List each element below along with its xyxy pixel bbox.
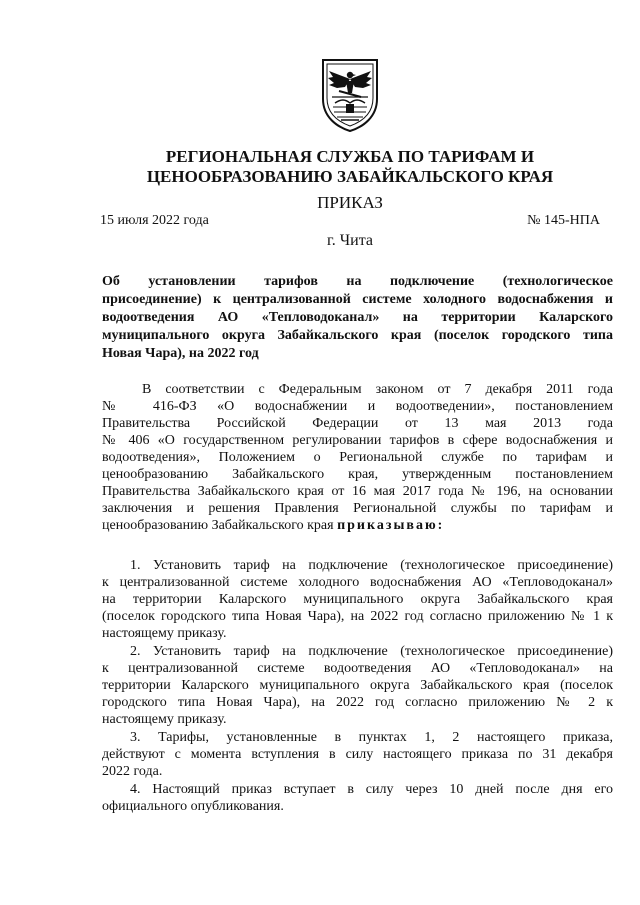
preamble-line: водоотведения», Положением о Региональной службе по тарифам и [102, 450, 613, 465]
item-line: (поселок городского типа Новая Чара), на 2022 год согласно приложению № 1 к [102, 609, 613, 624]
item-line: 2. Установить тариф на подключение (технологическое присоединение) [130, 644, 613, 659]
preamble-line: В соответствии с Федеральным законом от 7 декабря 2011 года [142, 382, 613, 397]
document-number: № 145-НПА [527, 213, 600, 228]
preamble-line: заключения и решения Правления Региональной службы по тарифам и [102, 501, 613, 516]
order-item-3 [102, 729, 613, 780]
item-line: на территории Каларского муниципального округа Забайкальского края [102, 592, 613, 607]
item-line: действуют с момента вступления в силу настоящего приказа по 31 декабря [102, 747, 613, 762]
document-city: г. Чита [326, 232, 373, 249]
agency-name-line-1: РЕГИОНАЛЬНАЯ СЛУЖБА ПО ТАРИФАМ И [165, 147, 535, 166]
item-line: к централизованной системе водоотведения АО «Тепловодоканал» на [102, 661, 613, 676]
agency-name-line-2: ЦЕНООБРАЗОВАНИЮ ЗАБАЙКАЛЬСКОГО КРАЯ [146, 167, 554, 186]
item-line: к централизованной системе холодного водоснабжения АО «Тепловодоканал» [102, 575, 613, 590]
subject-line: Об установлении тарифов на подключение (технологическое [102, 274, 613, 289]
order-word: приказываю: [337, 518, 445, 533]
item-line: 3. Тарифы, установленные в пунктах 1, 2 настоящего приказа, [130, 730, 613, 745]
item-line: 1. Установить тариф на подключение (технологическое присоединение) [130, 558, 613, 573]
item-line: настоящему приказу. [102, 626, 227, 641]
subject-line: присоединение) к централизованной системе холодного водоснабжения и [102, 292, 613, 307]
preamble-last-text: ценообразованию Забайкальского края [102, 518, 334, 533]
preamble-line: № 416-ФЗ «О водоснабжении и водоотведении», постановлением [102, 399, 613, 414]
order-item-4 [102, 781, 613, 815]
preamble-line: ценообразованию Забайкальского края, утвержденным постановлением [102, 467, 613, 482]
coat-of-arms-emblem [319, 57, 381, 133]
preamble-line: № 406 «О государственном регулировании тарифов в сфере водоснабжения и [102, 433, 613, 448]
document-subject [102, 273, 613, 363]
subject-line: Новая Чара), на 2022 год [102, 346, 259, 361]
item-line: настоящему приказу. [102, 712, 227, 727]
item-line: 2022 года. [102, 764, 163, 779]
preamble-paragraph [102, 381, 613, 534]
item-line: территории Каларского муниципального округа Забайкальского края (поселок [102, 678, 613, 693]
item-line: 4. Настоящий приказ вступает в силу через 10 дней после дня его [130, 782, 613, 797]
subject-line: муниципального округа Забайкальского края (поселок городского типа [102, 328, 613, 343]
preamble-last-line [102, 517, 613, 534]
order-item-2 [102, 643, 613, 728]
order-item-1 [102, 557, 613, 642]
item-line: городского типа Новая Чара), на 2022 год согласно приложению № 2 к [102, 695, 613, 710]
preamble-line: Правительства Забайкальского края от 16 мая 2017 года № 196, на основании [102, 484, 613, 499]
preamble-line: Правительства Российской Федерации от 13 мая 2013 года [102, 416, 613, 431]
subject-line: водоотведения АО «Тепловодоканал» на территории Каларского [102, 310, 613, 325]
document-type: ПРИКАЗ [317, 193, 383, 212]
document-date: 15 июля 2022 года [100, 213, 209, 228]
item-line: официального опубликования. [102, 799, 284, 814]
